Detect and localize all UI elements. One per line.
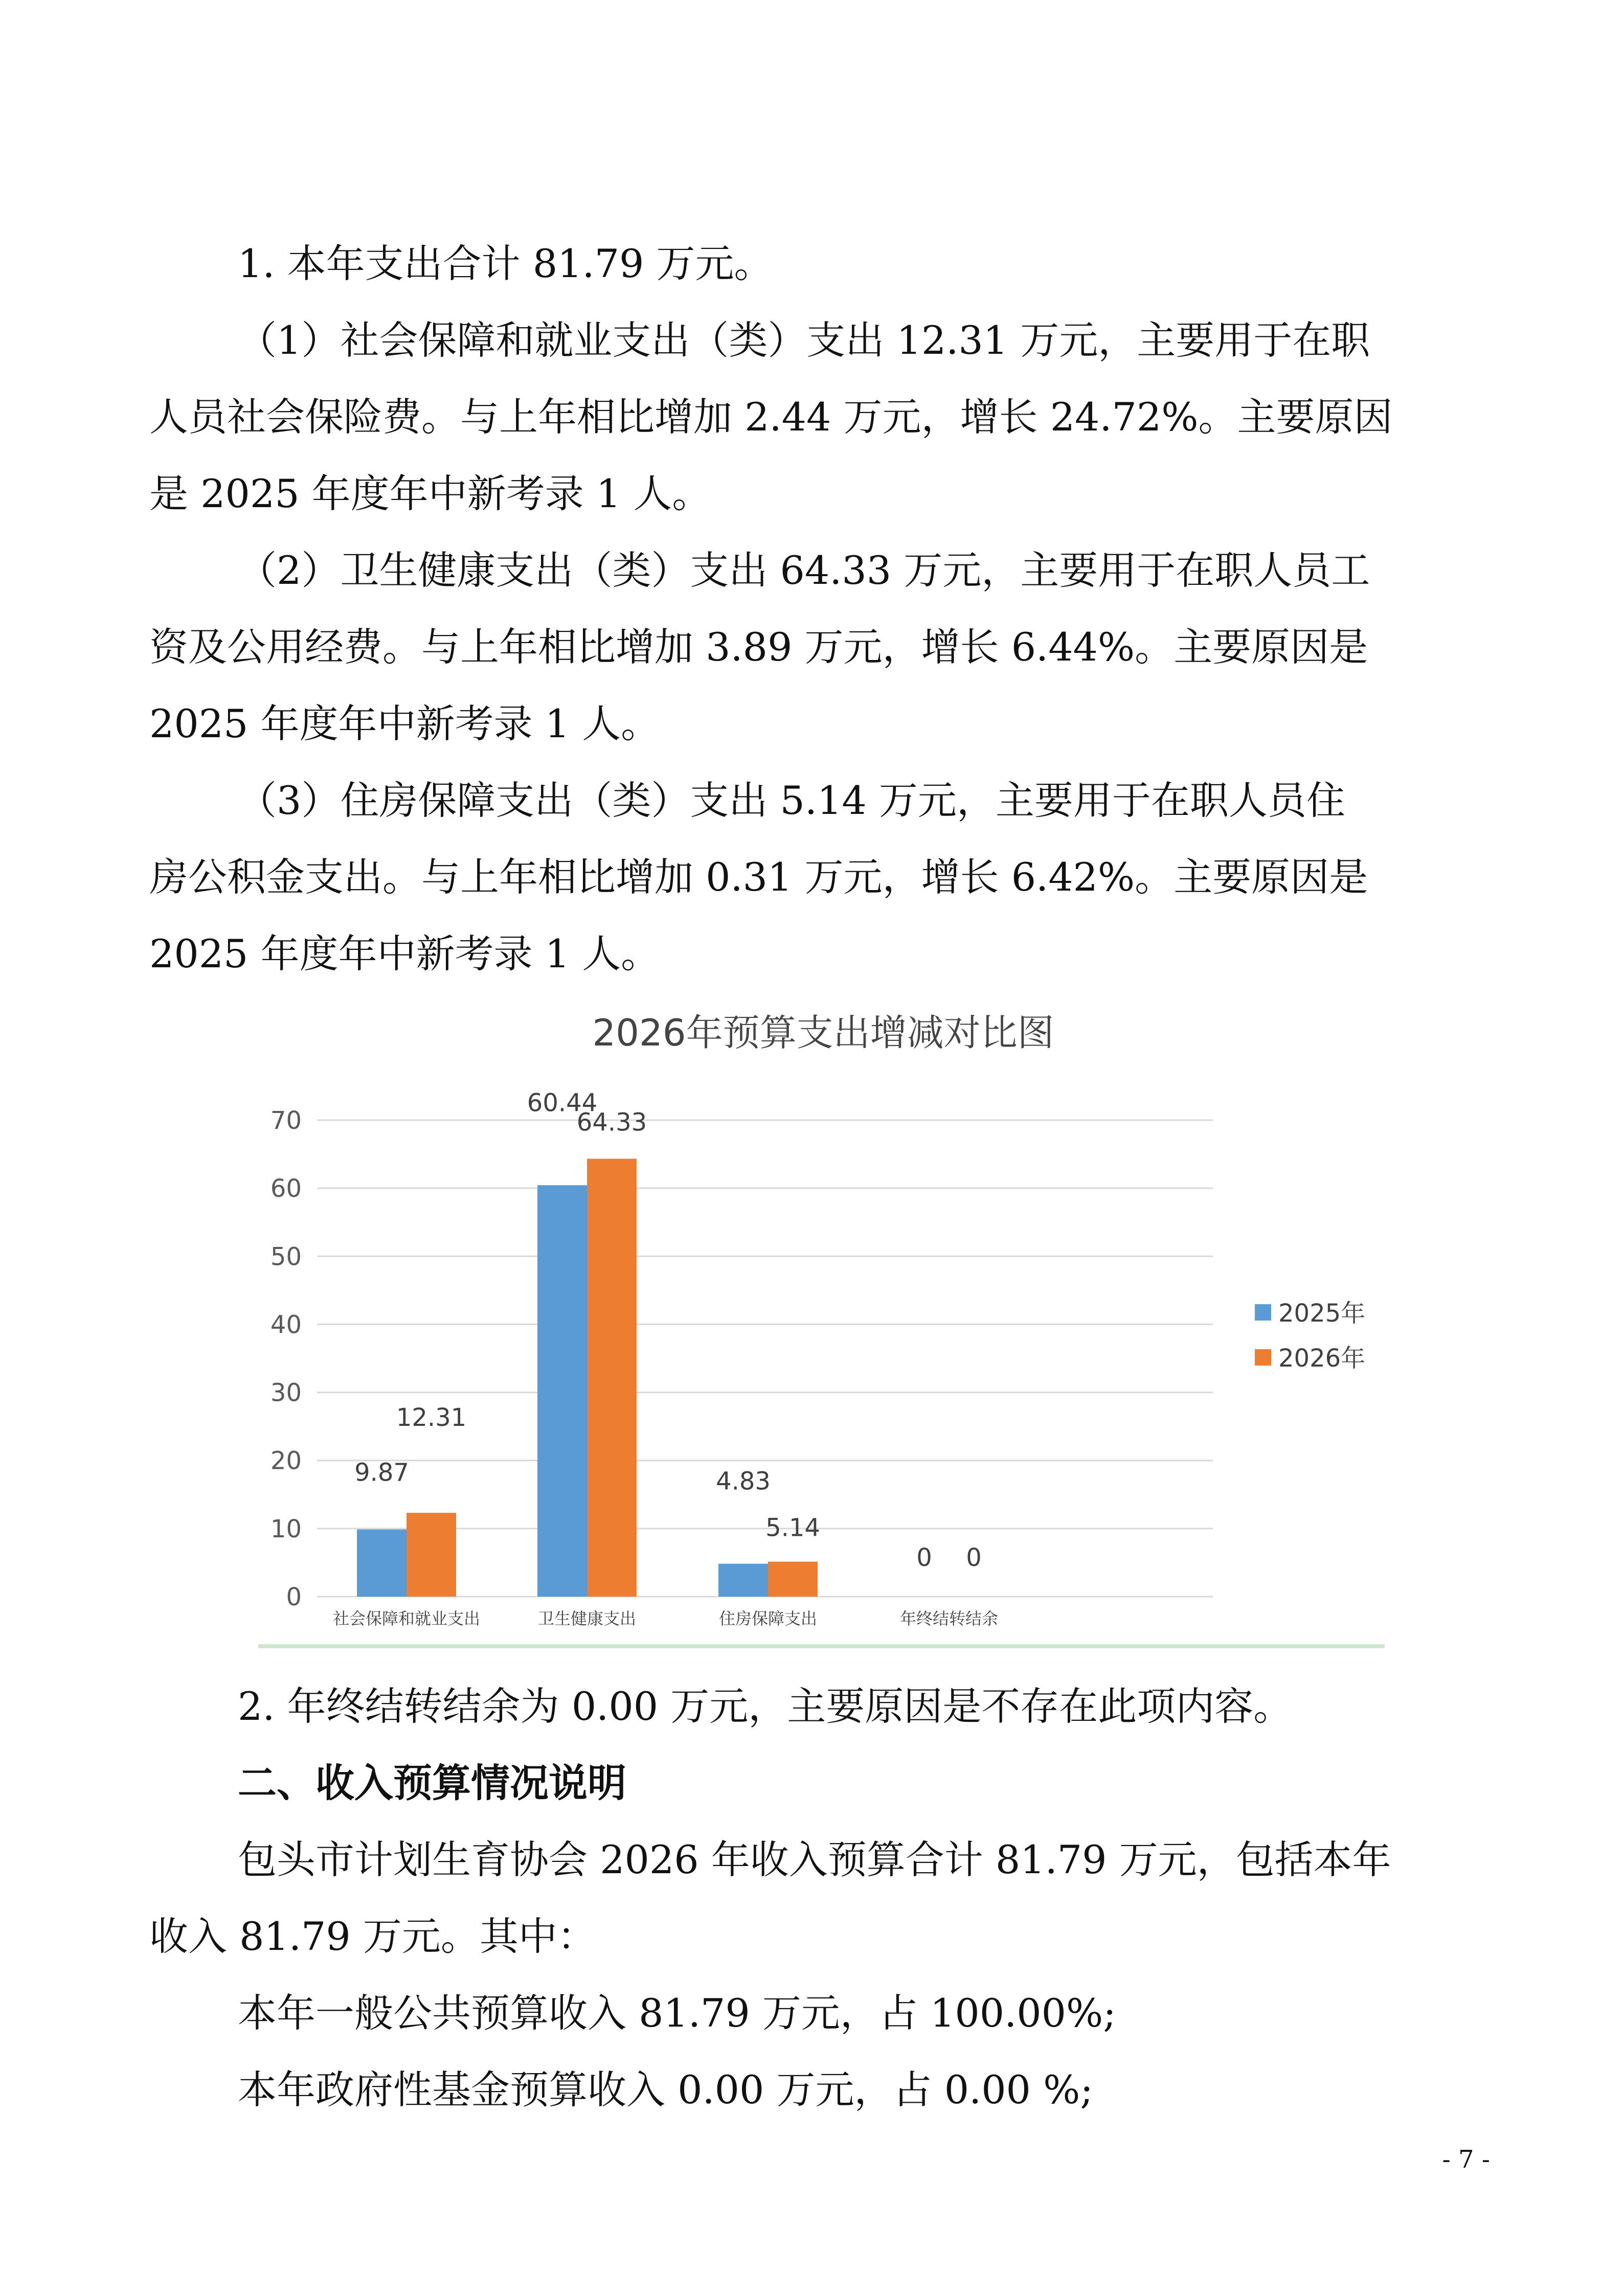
bar-2026 — [407, 1513, 456, 1597]
paragraph-7: 本年一般公共预算收入 81.79 万元，占 100.00%; — [238, 1990, 1116, 2036]
bar-2025 — [537, 1185, 587, 1597]
paragraph-3-line-1: （2）卫生健康支出（类）支出 64.33 万元，主要用于在职人员工 — [238, 548, 1370, 593]
paragraph-3-line-2: 资及公用经费。与上年相比增加 3.89 万元，增长 6.44%。主要原因是 — [149, 624, 1368, 670]
paragraph-4-line-2: 房公积金支出。与上年相比增加 0.31 万元，增长 6.42%。主要原因是 — [149, 854, 1368, 900]
legend-swatch — [1255, 1349, 1271, 1366]
bar-2025 — [718, 1564, 768, 1597]
bar-2025 — [357, 1530, 407, 1597]
y-tick-label: 20 — [270, 1446, 302, 1475]
paragraph-2-line-2: 人员社会保险费。与上年相比增加 2.44 万元，增长 24.72%。主要原因 — [149, 394, 1393, 440]
bar-2026 — [768, 1562, 818, 1597]
section-heading-income: 二、收入预算情况说明 — [238, 1760, 626, 1806]
chart-title: 2026年预算支出增减对比图 — [592, 1011, 1054, 1054]
data-label: 0 — [916, 1543, 932, 1572]
legend-swatch — [1255, 1304, 1271, 1321]
y-tick-label: 0 — [286, 1583, 302, 1611]
x-category-label: 年终结转结余 — [899, 1609, 999, 1628]
paragraph-6-line-2: 收入 81.79 万元。其中： — [149, 1914, 596, 1959]
x-category-label: 住房保障支出 — [718, 1609, 818, 1628]
data-label: 9.87 — [354, 1458, 409, 1487]
bar-2026 — [587, 1158, 637, 1597]
page-number: - 7 - — [1442, 2145, 1490, 2174]
y-tick-label: 30 — [270, 1378, 302, 1407]
y-tick-label: 40 — [270, 1310, 302, 1339]
legend-label: 2025年 — [1278, 1299, 1366, 1328]
paragraph-3-line-3: 2025 年度年中新考录 1 人。 — [149, 701, 660, 746]
data-label: 64.33 — [576, 1108, 647, 1137]
data-label: 5.14 — [765, 1513, 820, 1542]
y-tick-label: 50 — [270, 1242, 302, 1271]
paragraph-2-line-3: 是 2025 年度年中新考录 1 人。 — [149, 471, 711, 516]
y-tick-label: 10 — [270, 1514, 302, 1543]
legend-label: 2026年 — [1278, 1344, 1366, 1373]
paragraph-6-line-1: 包头市计划生育协会 2026 年收入预算合计 81.79 万元，包括本年 — [238, 1837, 1391, 1882]
data-label: 0 — [966, 1543, 982, 1572]
paragraph-4-line-1: （3）住房保障支出（类）支出 5.14 万元，主要用于在职人员住 — [238, 778, 1345, 823]
y-tick-label: 60 — [270, 1174, 302, 1203]
paragraph-5: 2. 年终结转结余为 0.00 万元，主要原因是不存在此项内容。 — [238, 1684, 1293, 1729]
paragraph-8: 本年政府性基金预算收入 0.00 万元，占 0.00 %; — [238, 2067, 1093, 2112]
data-label: 4.83 — [716, 1467, 771, 1496]
x-category-label: 卫生健康支出 — [537, 1609, 637, 1628]
paragraph-2-line-1: （1）社会保障和就业支出（类）支出 12.31 万元，主要用于在职 — [238, 317, 1370, 363]
data-label: 12.31 — [396, 1403, 467, 1433]
paragraph-1: 1. 本年支出合计 81.79 万元。 — [238, 241, 773, 286]
data-label: 60.44 — [527, 1088, 598, 1118]
y-tick-label: 70 — [270, 1106, 302, 1135]
budget-comparison-chart — [251, 999, 1396, 1664]
paragraph-4-line-3: 2025 年度年中新考录 1 人。 — [149, 931, 660, 976]
x-category-label: 社会保障和就业支出 — [332, 1609, 481, 1628]
